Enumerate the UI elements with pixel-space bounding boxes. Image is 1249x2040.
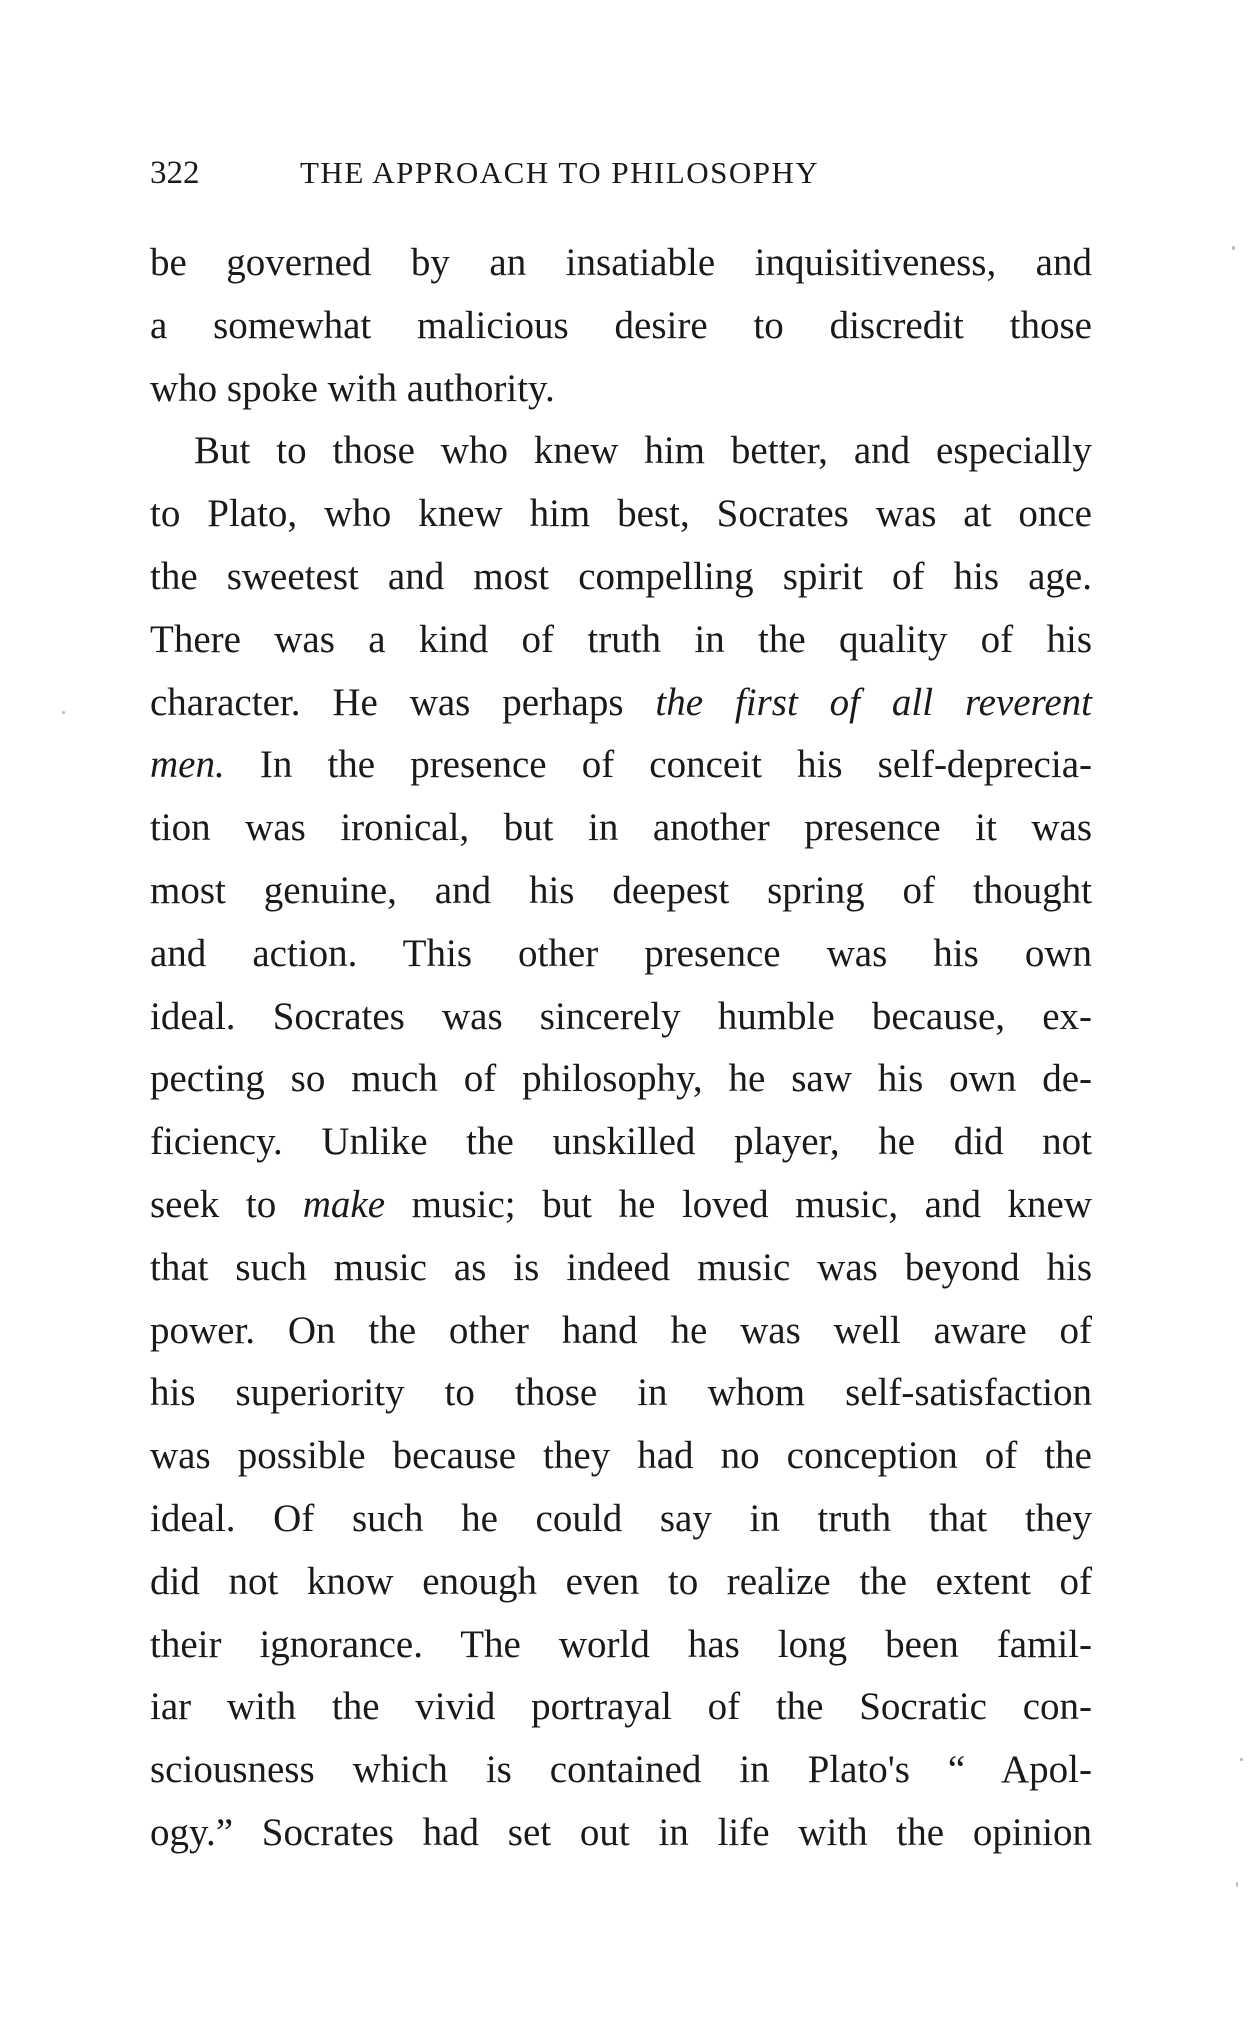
body-text — [150, 232, 1092, 1865]
paper-speck — [1232, 246, 1235, 250]
text-line — [150, 734, 1092, 797]
text-line: iar with the vivid portrayal of the Socratic con- — [150, 1685, 1092, 1729]
italic-word: make — [302, 1182, 386, 1226]
text-line: most genuine, and his deepest spring of thought — [150, 868, 1092, 912]
text-line: There was a kind of truth in the quality of his — [150, 617, 1092, 661]
text-line: ideal. Socrates was sincerely humble because, ex- — [150, 994, 1092, 1038]
text-line: their ignorance. The world has long been famil- — [150, 1622, 1092, 1666]
text-run: music; but he loved music, and knew — [385, 1182, 1092, 1226]
text-line: pecting so much of philosophy, he saw his own de- — [150, 1057, 1092, 1101]
page-number: 322 — [150, 155, 200, 191]
paper-speck — [62, 711, 65, 714]
text-line: was possible because they had no conception of the — [150, 1434, 1092, 1478]
paper-speck — [1236, 1882, 1238, 1887]
paper-speck — [1240, 1758, 1243, 1761]
running-head — [150, 150, 1100, 196]
italic-phrase: men. — [150, 743, 225, 787]
text-line: ogy.” Socrates had set out in life with the opinion — [150, 1810, 1092, 1854]
italic-phrase: the first of all reverent — [655, 680, 1092, 724]
text-line — [150, 672, 1092, 735]
text-line: the sweetest and most compelling spirit of his age. — [150, 554, 1092, 598]
text-line: did not know enough even to realize the extent of — [150, 1559, 1092, 1603]
text-line — [150, 1174, 1092, 1237]
text-run: seek to — [150, 1182, 303, 1226]
text-line: tion was ironical, but in another presence it was — [150, 806, 1092, 850]
text-line: that such music as is indeed music was beyond his — [150, 1245, 1092, 1289]
text-line: who spoke with authority. — [150, 366, 555, 410]
text-line: to Plato, who knew him best, Socrates was at once — [150, 492, 1092, 536]
text-line: power. On the other hand he was well aware of — [150, 1308, 1092, 1352]
text-run: In the presence of conceit his self-deprecia- — [224, 743, 1092, 787]
text-line: But to those who knew him better, and especially — [194, 429, 1092, 473]
text-line: and action. This other presence was his own — [150, 931, 1092, 975]
running-title: THE APPROACH TO PHILOSOPHY — [300, 155, 820, 190]
text-run: character. He was perhaps — [150, 680, 656, 724]
text-line: a somewhat malicious desire to discredit those — [150, 303, 1092, 347]
text-line: be governed by an insatiable inquisitiveness, and — [150, 241, 1092, 284]
text-line: ficiency. Unlike the unskilled player, he did not — [150, 1120, 1092, 1164]
text-line: sciousness which is contained in Plato's “ Apol- — [150, 1748, 1092, 1792]
text-line: ideal. Of such he could say in truth that they — [150, 1496, 1092, 1540]
text-line: his superiority to those in whom self-satisfaction — [150, 1371, 1092, 1415]
